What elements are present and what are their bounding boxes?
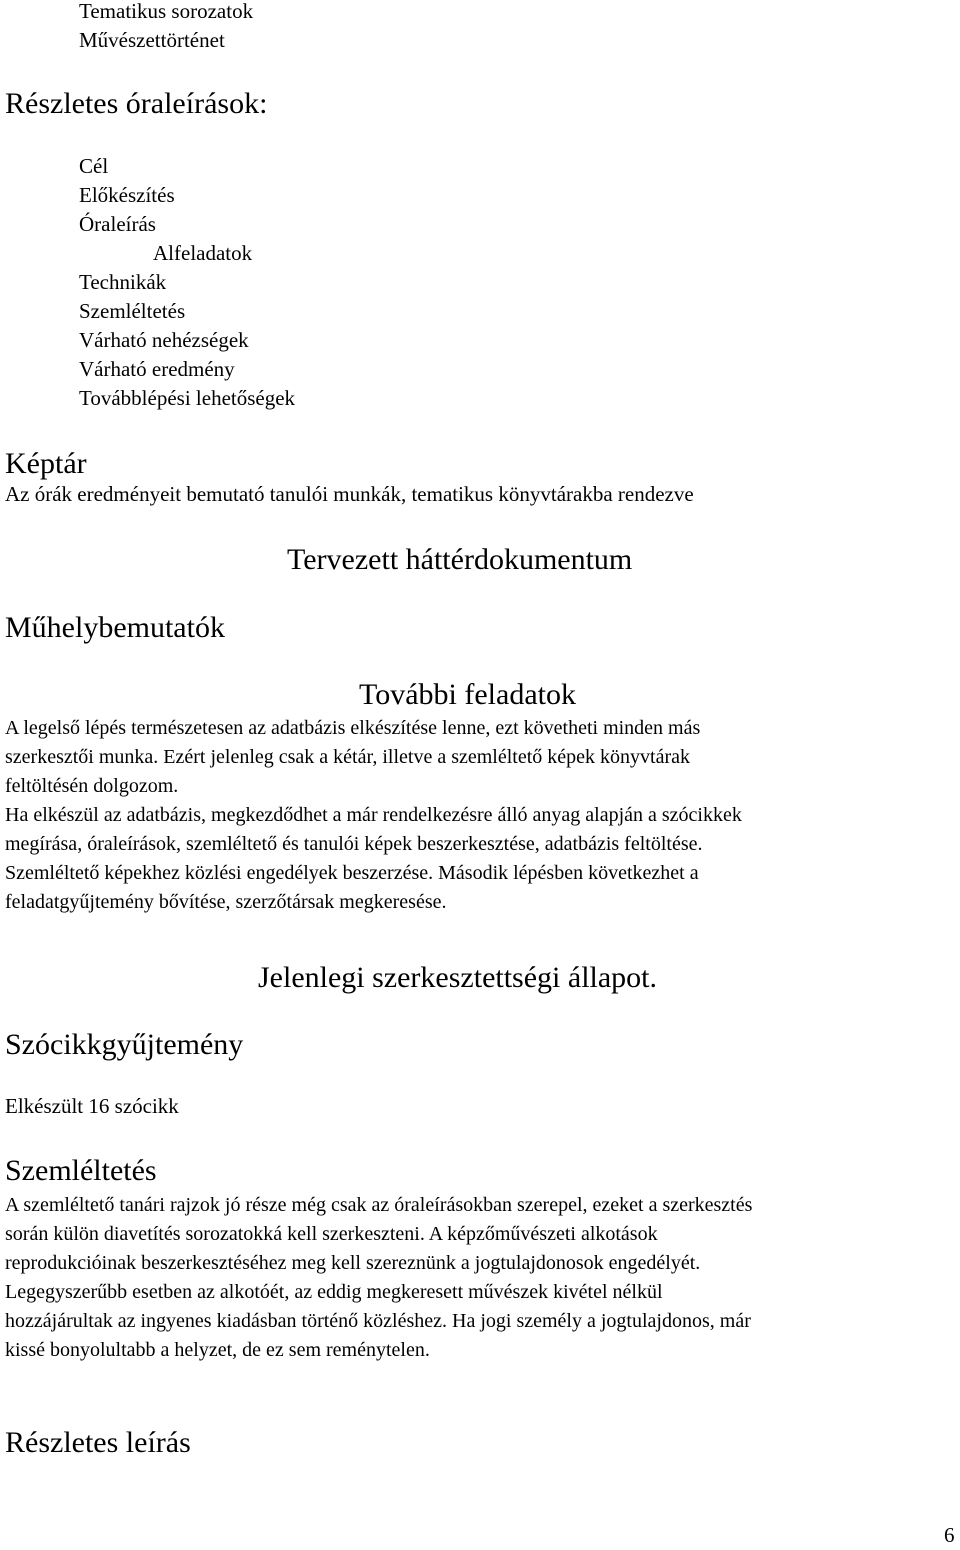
paragraph-line: szerkesztői munka. Ezért jelenleg csak a kétár, illetve a szemléltető képek könyvtárak <box>5 746 691 768</box>
list-item-varhato-eredmeny: Várható eredmény <box>79 357 235 381</box>
heading-tervezett-hatterdokumentum: Tervezett háttérdokumentum <box>287 543 633 576</box>
szemleltetes-paragraph <box>5 1191 960 1365</box>
heading-jelenlegi-allapot: Jelenlegi szerkesztettségi állapot. <box>258 961 658 994</box>
paragraph-line: hozzájárultak az ingyenes kiadásban történő közléshez. Ha jogi személy a jogtulajdonos, már <box>5 1310 751 1332</box>
list-item-elokeszites: Előkészítés <box>79 183 175 207</box>
tovabbi-feladatok-paragraph-2 <box>5 801 960 917</box>
heading-szocikkgyujtemeny: Szócikkgyűjtemény <box>5 1028 244 1061</box>
paragraph-line: megírása, óraleírások, szemléltető és tanulói képek beszerkesztése, adatbázis feltöltése. <box>5 833 703 855</box>
list-item-tovabblepesi: Továbblépési lehetőségek <box>79 386 296 410</box>
paragraph-line: A legelső lépés természetesen az adatbázis elkészítése lenne, ezt követheti minden más <box>5 717 701 739</box>
list-item-oraleiras: Óraleírás <box>79 212 156 236</box>
top-item-muveszettortenet: Művészettörténet <box>79 28 225 52</box>
heading-reszletes-leiras: Részletes leírás <box>5 1426 191 1459</box>
top-item-tematikus: Tematikus sorozatok <box>79 0 254 23</box>
keptar-text: Az órák eredményeit bemutató tanulói munkák, tematikus könyvtárakba rendezve <box>5 482 694 506</box>
paragraph-line: Ha elkészül az adatbázis, megkezdődhet a már rendelkezésre álló anyag alapján a szócikkek <box>5 804 742 826</box>
paragraph-line: feltöltésén dolgozom. <box>5 775 179 797</box>
tovabbi-feladatok-paragraph-1 <box>5 714 960 801</box>
paragraph-line: Legegyszerűbb esetben az alkotóét, az eddig megkeresett művészek kivétel nélkül <box>5 1281 663 1303</box>
paragraph-line: Szemléltető képekhez közlési engedélyek beszerzése. Második lépésben következhet a <box>5 862 699 884</box>
heading-muhelybemutatok: Műhelybemutatók <box>5 611 225 644</box>
paragraph-line: során külön diavetítés sorozatokká kell szerkeszteni. A képzőművészeti alkotások <box>5 1223 658 1245</box>
list-item-cel: Cél <box>79 154 109 178</box>
paragraph-line: feladatgyűjtemény bővítése, szerzőtársak megkeresése. <box>5 891 447 913</box>
paragraph-line: A szemléltető tanári rajzok jó része még csak az óraleírásokban szerepel, ezeket a szerkesztés <box>5 1194 753 1216</box>
heading-tovabbi-feladatok: További feladatok <box>359 678 576 711</box>
paragraph-line: reprodukcióinak beszerkesztéséhez meg kell szereznünk a jogtulajdonosok engedélyét. <box>5 1252 701 1274</box>
heading-szemleltetes: Szemléltetés <box>5 1154 157 1187</box>
szocikk-status-text: Elkészült 16 szócikk <box>5 1094 179 1118</box>
list-item-technikak: Technikák <box>79 270 167 294</box>
list-item-szemleltetes: Szemléltetés <box>79 299 186 323</box>
paragraph-line: kissé bonyolultabb a helyzet, de ez sem reménytelen. <box>5 1339 430 1361</box>
list-item-alfeladatok: Alfeladatok <box>153 241 253 265</box>
heading-keptar: Képtár <box>5 447 87 480</box>
list-item-varhato-nehezsegek: Várható nehézségek <box>79 328 249 352</box>
heading-reszletes-oraleirasok: Részletes óraleírások: <box>5 87 268 120</box>
page-number: 6 <box>944 1523 955 1547</box>
